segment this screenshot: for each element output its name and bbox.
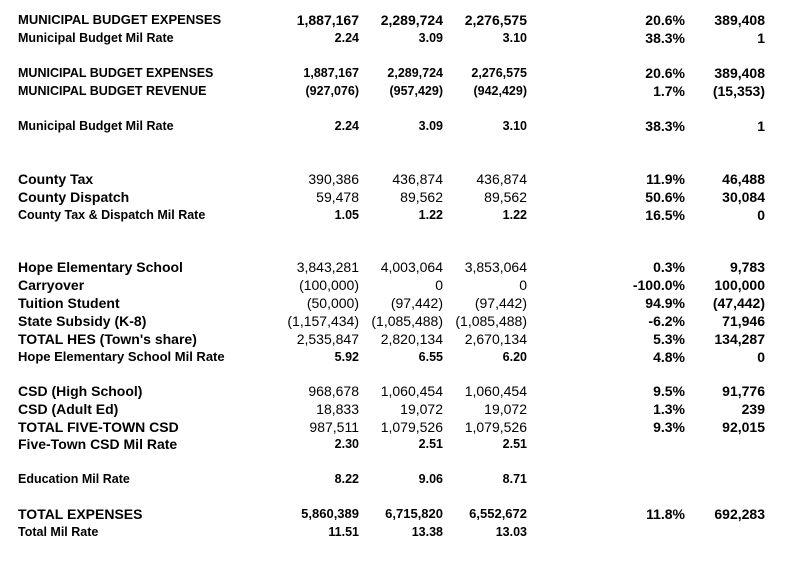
percent-change: 16.5% xyxy=(645,207,685,223)
percent-change: 11.9% xyxy=(646,171,685,187)
percent-change: 38.3% xyxy=(645,30,685,46)
value-col-2: 3.09 xyxy=(418,31,443,45)
table-row xyxy=(0,188,800,206)
percent-change: 4.8% xyxy=(653,349,685,365)
value-col-2: 9.06 xyxy=(418,472,443,486)
table-row xyxy=(0,348,800,366)
row-label: MUNICIPAL BUDGET REVENUE xyxy=(18,84,207,98)
value-col-3: (97,442) xyxy=(474,295,527,311)
dollar-change: 92,015 xyxy=(722,419,765,435)
value-col-1: 2.24 xyxy=(334,119,359,133)
row-label: Hope Elementary School xyxy=(18,259,183,275)
row-label: Total Mil Rate xyxy=(18,525,99,539)
table-row xyxy=(0,505,800,523)
row-label: TOTAL EXPENSES xyxy=(18,506,143,522)
value-col-1: (927,076) xyxy=(305,84,359,98)
row-label: MUNICIPAL BUDGET EXPENSES xyxy=(18,66,214,80)
table-row xyxy=(0,276,800,294)
percent-change: 38.3% xyxy=(645,118,685,134)
dollar-change: 1 xyxy=(757,118,765,134)
dollar-change: 692,283 xyxy=(714,506,765,522)
value-col-2: 3.09 xyxy=(418,119,443,133)
row-label: TOTAL FIVE-TOWN CSD xyxy=(18,419,179,435)
row-label: County Dispatch xyxy=(18,189,130,205)
dollar-change: 46,488 xyxy=(722,171,765,187)
value-col-2: 1.22 xyxy=(418,208,443,222)
value-col-1: 5.92 xyxy=(334,350,359,364)
value-col-2: 13.38 xyxy=(411,525,443,539)
percent-change: 94.9% xyxy=(645,295,685,311)
value-col-1: 11.51 xyxy=(328,525,359,539)
table-row xyxy=(0,523,800,541)
value-col-1: 2.24 xyxy=(334,31,359,45)
value-col-1: 1,887,167 xyxy=(303,66,359,80)
value-col-3: 3.10 xyxy=(502,119,527,133)
value-col-2: 2,289,724 xyxy=(380,12,443,28)
row-label: Tuition Student xyxy=(18,295,120,311)
value-col-3: 436,874 xyxy=(476,171,527,187)
value-col-3: 6,552,672 xyxy=(469,506,527,521)
table-row xyxy=(0,312,800,330)
percent-change: -6.2% xyxy=(648,313,685,329)
row-label: Municipal Budget Mil Rate xyxy=(18,31,174,45)
table-row xyxy=(0,206,800,224)
value-col-2: 1,079,526 xyxy=(380,419,443,435)
value-col-1: (1,157,434) xyxy=(287,313,359,329)
percent-change: 9.5% xyxy=(653,383,685,399)
percent-change: 11.8% xyxy=(646,506,685,522)
row-label: Hope Elementary School Mil Rate xyxy=(18,349,225,364)
table-row xyxy=(0,294,800,312)
table-row xyxy=(0,400,800,418)
value-col-3: (1,085,488) xyxy=(455,313,527,329)
value-col-3: 8.71 xyxy=(502,472,527,486)
value-col-1: 8.22 xyxy=(334,472,359,486)
row-label: CSD (Adult Ed) xyxy=(18,401,119,417)
percent-change: 9.3% xyxy=(653,419,685,435)
value-col-3: 6.20 xyxy=(502,350,527,364)
row-label: State Subsidy (K-8) xyxy=(18,313,147,329)
value-col-2: 436,874 xyxy=(392,171,443,187)
table-row xyxy=(0,117,800,135)
value-col-1: 1.05 xyxy=(334,208,359,222)
value-col-1: 2.30 xyxy=(334,437,359,451)
value-col-2: 6.55 xyxy=(418,350,443,364)
value-col-3: 2,670,134 xyxy=(464,331,527,347)
value-col-3: 89,562 xyxy=(484,189,527,205)
table-row xyxy=(0,330,800,348)
percent-change: 1.3% xyxy=(653,401,685,417)
dollar-change: 0 xyxy=(757,207,765,223)
dollar-change: 134,287 xyxy=(714,331,765,347)
dollar-change: 389,408 xyxy=(714,12,765,28)
value-col-2: 89,562 xyxy=(400,189,443,205)
row-label: Carryover xyxy=(18,277,85,293)
value-col-1: 968,678 xyxy=(308,383,359,399)
dollar-change: 9,783 xyxy=(729,259,765,275)
table-row xyxy=(0,64,800,82)
value-col-1: 987,511 xyxy=(309,419,359,435)
value-col-1: 18,833 xyxy=(316,401,359,417)
row-label: CSD (High School) xyxy=(18,383,143,399)
row-label: MUNICIPAL BUDGET EXPENSES xyxy=(18,12,222,27)
value-col-2: (97,442) xyxy=(390,295,443,311)
dollar-change: 239 xyxy=(741,401,765,417)
dollar-change: 100,000 xyxy=(714,277,765,293)
value-col-2: 2.51 xyxy=(418,437,443,451)
value-col-1: 59,478 xyxy=(316,189,359,205)
table-row xyxy=(0,170,800,188)
dollar-change: 389,408 xyxy=(714,65,765,81)
value-col-3: (942,429) xyxy=(473,84,527,98)
value-col-3: 3.10 xyxy=(502,31,527,45)
value-col-1: 5,860,389 xyxy=(301,506,359,521)
value-col-3: 19,072 xyxy=(484,401,527,417)
value-col-1: 390,386 xyxy=(308,171,359,187)
row-label: County Tax xyxy=(18,171,94,187)
value-col-1: (100,000) xyxy=(299,277,359,293)
percent-change: 20.6% xyxy=(645,12,685,28)
value-col-1: 3,843,281 xyxy=(296,259,359,275)
row-label: Five-Town CSD Mil Rate xyxy=(18,436,178,452)
value-col-2: 6,715,820 xyxy=(385,506,443,521)
percent-change: 20.6% xyxy=(645,65,685,81)
value-col-3: 3,853,064 xyxy=(464,259,527,275)
dollar-change: 0 xyxy=(757,349,765,365)
value-col-3: 2,276,575 xyxy=(464,12,527,28)
percent-change: 0.3% xyxy=(653,259,685,275)
value-col-3: 1.22 xyxy=(502,208,527,222)
value-col-2: 0 xyxy=(435,277,443,293)
value-col-1: 1,887,167 xyxy=(296,12,359,28)
value-col-3: 0 xyxy=(519,277,527,293)
table-row xyxy=(0,382,800,400)
row-label: County Tax & Dispatch Mil Rate xyxy=(18,208,206,222)
table-row xyxy=(0,258,800,276)
row-label: Municipal Budget Mil Rate xyxy=(18,119,174,133)
value-col-3: 1,060,454 xyxy=(464,383,527,399)
value-col-2: (1,085,488) xyxy=(371,313,443,329)
dollar-change: 1 xyxy=(757,30,765,46)
dollar-change: 71,946 xyxy=(722,313,765,329)
value-col-3: 2.51 xyxy=(502,437,527,451)
dollar-change: 91,776 xyxy=(722,383,765,399)
row-label: TOTAL HES (Town's share) xyxy=(18,331,197,347)
value-col-2: 2,289,724 xyxy=(387,66,443,80)
percent-change: -100.0% xyxy=(632,277,685,293)
value-col-3: 13.03 xyxy=(495,525,527,539)
value-col-2: 1,060,454 xyxy=(380,383,443,399)
dollar-change: 30,084 xyxy=(722,189,765,205)
value-col-3: 1,079,526 xyxy=(464,419,527,435)
table-row xyxy=(0,29,800,47)
value-col-2: 19,072 xyxy=(400,401,443,417)
value-col-1: (50,000) xyxy=(306,295,359,311)
dollar-change: (47,442) xyxy=(712,295,765,311)
table-row xyxy=(0,435,800,453)
dollar-change: (15,353) xyxy=(712,83,765,99)
percent-change: 50.6% xyxy=(645,189,685,205)
table-row xyxy=(0,82,800,100)
table-row xyxy=(0,11,800,29)
value-col-2: (957,429) xyxy=(389,84,443,98)
percent-change: 5.3% xyxy=(653,331,685,347)
percent-change: 1.7% xyxy=(653,83,685,99)
table-row xyxy=(0,418,800,436)
value-col-3: 2,276,575 xyxy=(471,66,527,80)
value-col-1: 2,535,847 xyxy=(296,331,359,347)
value-col-2: 2,820,134 xyxy=(380,331,443,347)
table-row xyxy=(0,470,800,488)
row-label: Education Mil Rate xyxy=(18,472,130,486)
value-col-2: 4,003,064 xyxy=(380,259,443,275)
